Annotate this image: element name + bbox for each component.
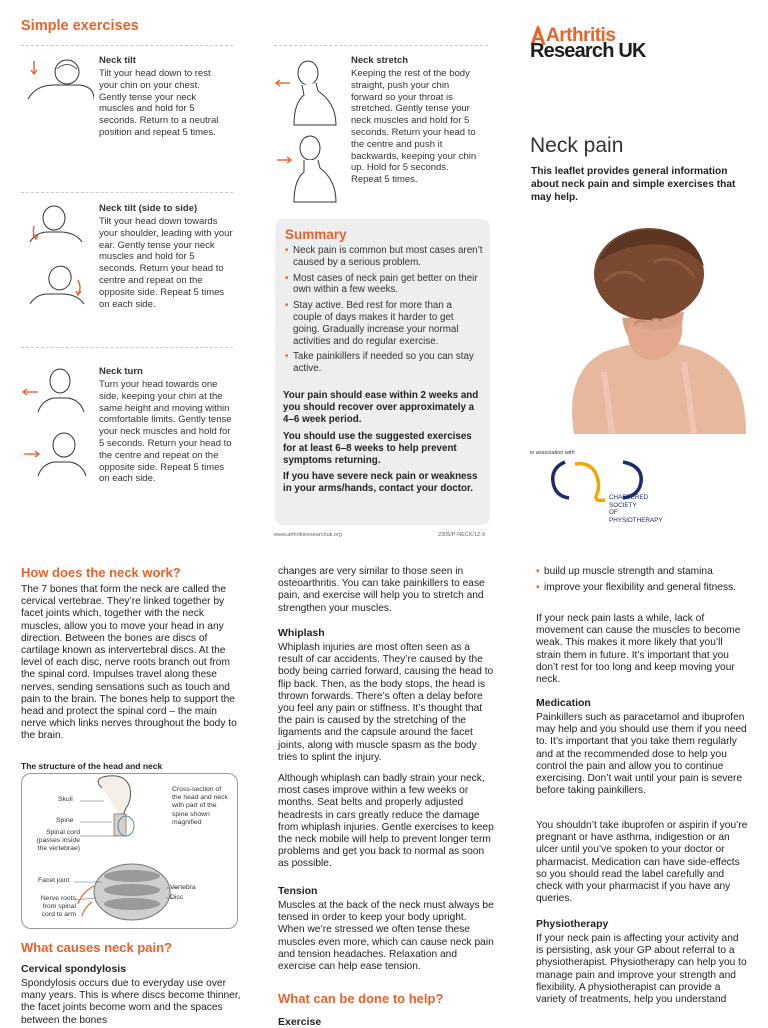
label-skull: Skull <box>58 796 73 803</box>
section-heading-help: What can be done to help? <box>278 991 444 1006</box>
neck-stretch-figure-2 <box>274 132 340 204</box>
label-facet-joint: Facet joint <box>38 877 70 884</box>
neck-tilt-figure <box>24 55 94 105</box>
csp-line: CHARTERED <box>609 494 649 501</box>
summary-title: Summary <box>285 227 347 242</box>
cover-title: Neck pain <box>530 134 624 157</box>
whiplash-text-2: Although whiplash can badly strain your neck, most cases improve within a few weeks or months. Seat belts and properly adjusted headrests in cars greatly reduce the damage from whiplash injuries. Gentle exercises to keep the neck mobile will help to prevent longer term problems and get you back to normal as soon as possible. <box>278 773 494 870</box>
whiplash-text-1: Whiplash injuries are most often seen as a result of car accidents. They’re caused by the body being carried forward, causing the head to flip back. Then, as the body stops, the head is thrown forwards. There’s often a delay before you feel any pain or stiffness. It’s thought that the pain is caused by the stretching of the ligaments and the capsule around the facet joints, along with muscle spasm as the body tries to splint the injury. <box>278 642 494 763</box>
summary-bold-3: If you have severe neck pain or weakness in your arms/hands, contact your doctor. <box>283 471 478 495</box>
footer-url: www.arthritisresearchuk.org <box>274 532 342 538</box>
label-vertebra: Vertebra <box>170 884 196 891</box>
ex1-text: Tilt your head down to rest your chin on your chest. Gently tense your neck muscles and hold for 5 seconds. Return to a neutral position and repeat 5 times. <box>99 68 219 138</box>
ex4-title: Neck stretch <box>351 55 409 66</box>
ex3-text: Turn your head towards one side, keeping your chin at the same height and moving within comfortable limits. Gently tense your neck muscles and hold for 5 seconds. Return your head to the centre and repeat on the opposite side. Repeat 5 times on each side. <box>99 379 232 485</box>
summary-bold-2: You should use the suggested exercises for at least 6–8 weeks to help prevent symptoms returning. <box>283 430 472 467</box>
csp-line: PHYSIOTHERAPY <box>609 516 663 524</box>
summary-bold-text <box>283 390 481 496</box>
cover-photo-woman-neck <box>534 222 746 434</box>
csp-text <box>609 494 663 524</box>
subheading-whiplash: Whiplash <box>278 627 325 639</box>
neck-stretch-figure-1 <box>274 55 340 127</box>
section-heading-neck-work: How does the neck work? <box>21 565 181 580</box>
divider <box>21 45 233 46</box>
label-cross-section: Cross-section of the head and neck with part of the spine shown magnified <box>172 786 228 826</box>
ex3-title: Neck turn <box>99 366 143 377</box>
neck-structure-diagram <box>21 773 238 929</box>
neck-tilt-side-figure-2 <box>24 262 94 308</box>
ex1-title: Neck tilt <box>99 55 136 66</box>
cover-intro: This leaflet provides general information about neck pain and simple exercises that may help. <box>531 166 736 203</box>
neck-work-text: The 7 bones that form the neck are called the cervical vertebrae. They’re linked together by facet joints which, together with the neck muscles, allow you to move your head in any direction. Between the bones are discs of cartilage known as intervertebral discs. At the level of each disc, nerve roots branch out from the spinal cord. Impulses travel along these nerves, sending sensations such as touch and pain to the brain. The bones help to support the head and protect the spinal cord – the main nerve which links nerves throughout the body to the brain. <box>21 584 237 742</box>
diagram-title: The structure of the head and neck <box>21 761 163 771</box>
logo-line2: Research UK <box>530 40 646 62</box>
summary-box <box>275 219 490 525</box>
exercise-bullet: • improve your flexibility and general fitness. <box>536 582 748 594</box>
ex2-title: Neck tilt (side to side) <box>99 203 198 214</box>
neck-turn-figure-1 <box>20 364 92 414</box>
subheading-medication: Medication <box>536 697 591 709</box>
exercise-text: If your neck pain lasts a while, lack of movement can cause the muscles to become weak. This makes it more likely that you’ll strain them in future. It’s important that you don’t rest for too long and keep moving your neck. <box>536 613 741 686</box>
subheading-exercise: Exercise <box>278 1016 322 1028</box>
exercise-bullets <box>536 566 748 598</box>
ex4-text: Keeping the rest of the body straight, push your chin forward so your throat is stretched. Gently tense your neck muscles and hold for 5 seconds. Return your head to the centre and push it backwards, keeping your chin up. Hold for 5 seconds. Repeat 5 times. <box>351 68 477 186</box>
subheading-tension: Tension <box>278 885 318 897</box>
exercise-bullet: • build up muscle strength and stamina <box>536 566 748 578</box>
label-spine: Spine <box>56 817 74 824</box>
medication-text-1: Painkillers such as paracetamol and ibuprofen may help and you should use them if you need to. It’s important that you take them regularly and at the recommended dose to help you control the pain and allow you to continue exercising. Don’t wait until your pain is severe before taking painkillers. <box>536 712 747 797</box>
csp-line: SOCIETY <box>609 501 637 509</box>
logo-line1: Arthritis <box>546 25 616 46</box>
summary-bullet: • Most cases of neck pain get better on their own within a few weeks. <box>285 273 483 297</box>
divider <box>21 347 233 348</box>
summary-bold-1: Your pain should ease within 2 weeks and you should recover over approximately a 4–6 week period. <box>283 390 479 426</box>
tension-text: Muscles at the back of the neck must always be tensed in order to keep your body upright. When we’re stressed we often tense these muscles even more, which can cause neck pain and tension headaches. Relaxation and exercise can help ease tension. <box>278 900 494 973</box>
label-spinal-cord: Spinal cord (passes inside the vertebrae) <box>36 829 80 853</box>
assoc-label: in association with <box>530 450 575 456</box>
divider <box>274 45 488 46</box>
label-disc: Disc <box>170 894 184 901</box>
csp-line: OF <box>609 509 618 517</box>
subheading-spondylosis: Cervical spondylosis <box>21 963 127 975</box>
summary-bullet: • Neck pain is common but most cases aren’t caused by a serious problem. <box>285 245 483 269</box>
summary-bullets <box>285 245 483 379</box>
medication-text-2: You shouldn’t take ibuprofen or aspirin if you’re pregnant or have asthma, indigestion or an ulcer until you’ve spoken to your doctor or pharmacist. Medication can have side-effects so you should read the label carefully and check with your pharmacist if you have any queries. <box>536 820 748 905</box>
neck-tilt-side-figure-1 <box>24 202 94 246</box>
neck-turn-figure-2 <box>20 428 92 478</box>
exercises-heading: Simple exercises <box>21 18 139 34</box>
section-heading-causes: What causes neck pain? <box>21 940 172 955</box>
spondylosis-text-cont: changes are very similar to those seen in osteoarthritis. You can take painkillers to ease pain, and exercise will help you to stretch and strengthen your muscles. <box>278 566 485 614</box>
divider <box>21 192 233 193</box>
subheading-physiotherapy: Physiotherapy <box>536 918 609 930</box>
label-nerve-roots: Nerve roots from spinal cord to arm <box>40 895 76 919</box>
ex2-text: Tilt your head down towards your shoulder, leading with your ear. Gently tense your neck muscles and hold for 5 seconds. Return your head to centre and repeat on the opposite side. Repeat 5 times on each side. <box>99 216 233 310</box>
physiotherapy-text: If your neck pain is affecting your activity and is persisting, ask your GP about referral to a physiotherapist. Physiotherapy can help you to manage pain and improve your strength and flexibility. A physiotherapist can provide a variety of treatments, help you understand <box>536 933 747 1006</box>
summary-bullet: • Take painkillers if needed so you can stay active. <box>285 351 483 375</box>
spondylosis-text: Spondylosis occurs due to everyday use over many years. This is where discs become thinner, the facet joints become worn and the spaces between the bones <box>21 978 241 1026</box>
summary-bullet: • Stay active. Bed rest for more than a couple of days makes it harder to get going. Gradually increase your normal activities and do regular exercise. <box>285 300 483 347</box>
footer-code: 2305/P-NECK/12-9 <box>438 532 486 538</box>
